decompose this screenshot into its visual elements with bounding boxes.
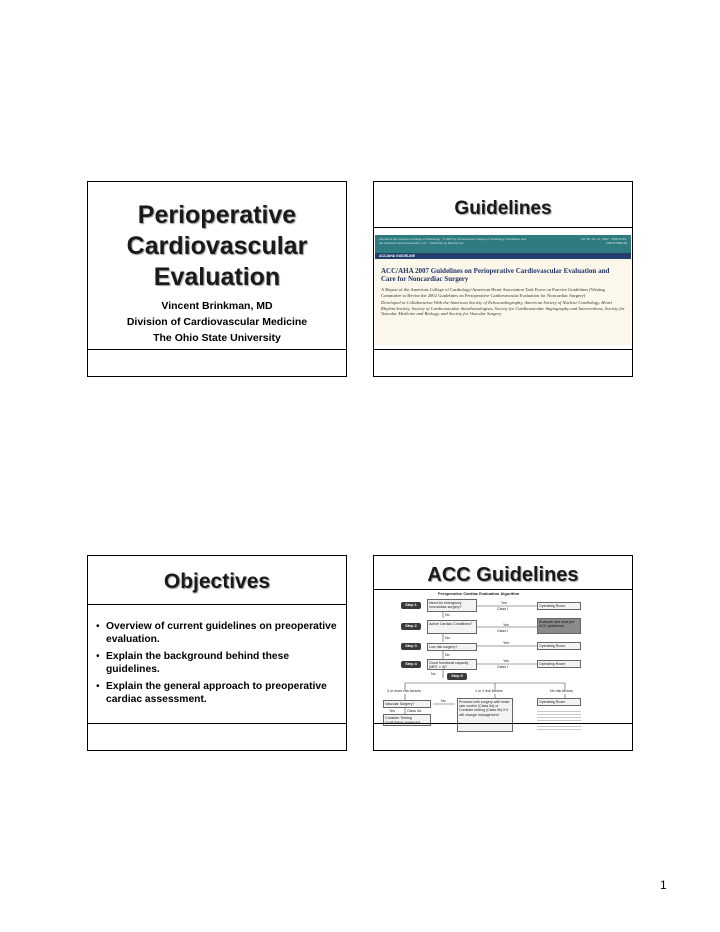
step-5: Step 5 (447, 673, 467, 680)
title-line: Cardiovascular (126, 232, 308, 260)
paper-collaboration: Developed in Collaboration With the American Society of Echocardiography, American Society of Nuclear Cardiology, Heart Rhythm Society, Society of Cardiovascular Anesthesiologists, Society for Cardiovascular Angiography and Interventions, Society for Vascular Medicine and Biology, and Society for Vascular Surgery (381, 300, 625, 317)
guideline-paper-image (375, 235, 631, 345)
paper-title: ACC/AHA 2007 Guidelines on Perioperative Cardiovascular Evaluation and Care for Noncardiac Surgery (381, 267, 610, 283)
active-conditions-question: Active Cardiac Conditions? (427, 620, 477, 634)
guideline-label: ACC/AHA GUIDELINE (375, 253, 631, 259)
slide-divider (374, 227, 632, 228)
paper-subtitle: A Report of the American College of Cardiology/American Heart Association Task Force on Practice Guidelines (Writing Committee to Revise the 2002 Guidelines on Perioperative Cardiovascular Evaluation for Noncardiac Surgery) (381, 287, 605, 298)
presentation-title (88, 200, 346, 293)
journal-header-band (375, 235, 631, 253)
author-division: Division of Cardiovascular Medicine (126, 316, 308, 328)
author-block (88, 298, 346, 346)
list-item (96, 620, 338, 646)
slide-title: ACC Guidelines (427, 564, 579, 586)
no-label: No (445, 653, 450, 657)
slide-4-acc-guidelines (373, 555, 633, 751)
operating-room-box: Operating Room (537, 602, 581, 610)
slide-divider (88, 604, 346, 605)
author-university: The Ohio State University (153, 332, 281, 344)
slide-title: Objectives (163, 570, 271, 593)
slide-divider (374, 349, 632, 350)
slide-title: Guidelines (454, 198, 552, 219)
step-1: Step 1 (401, 602, 421, 609)
no-label: No (431, 672, 436, 676)
vascular-surgery-question: Vascular Surgery? (383, 700, 431, 708)
no-label: No (445, 613, 450, 617)
class-label: Class I (497, 665, 508, 669)
evaluate-treat-box: Evaluate and treat per ACC guidelines (537, 618, 581, 634)
bullet-icon: • (96, 621, 100, 632)
low-risk-question: Low risk surgery? (427, 643, 477, 651)
yes-label: Yes (501, 601, 507, 605)
consider-testing-label: Consider Testing (385, 716, 412, 720)
consider-testing-box (383, 714, 431, 726)
slide-divider (88, 349, 346, 350)
bullet-icon: • (96, 681, 100, 692)
evaluation-algorithm-diagram (375, 590, 631, 748)
footnote-text-block (537, 709, 581, 731)
title-line: Evaluation (153, 263, 281, 291)
step-4: Step 4 (401, 661, 421, 668)
title-line: Perioperative (137, 201, 297, 229)
page-number: 1 (660, 878, 667, 892)
functional-capacity-question: Good functional capacity (MET > 4)? (427, 659, 477, 670)
step-3: Step 3 (401, 643, 421, 650)
paper-body (381, 287, 625, 317)
bullet-text: Explain the background behind these guidelines. (106, 651, 290, 675)
risk-3-label: 3 or more risk factors (387, 689, 421, 693)
bullet-icon: • (96, 651, 100, 662)
slide-3-objectives (87, 555, 347, 751)
yes-label: Yes (503, 659, 509, 663)
risk-12-label: 1 or 2 risk factors (475, 689, 503, 693)
list-item (96, 680, 338, 706)
no-label: No (441, 699, 446, 703)
operating-room-box: Operating Room (537, 642, 581, 650)
operating-room-box: Operating Room (537, 698, 581, 706)
journal-volume: Vol. 50, No. 17, 2007 · ISSN 0735-1097/07/$32.00 (580, 237, 627, 245)
risk-0-label: No risk factors (550, 689, 573, 693)
yes-label: Yes (503, 641, 509, 645)
class-label: Class I (497, 629, 508, 633)
no-label: No (445, 636, 450, 640)
slide-divider (374, 723, 632, 724)
objectives-list (96, 620, 338, 710)
yes-label: Yes (503, 623, 509, 627)
proceed-box: Proceed with surgery with heart rate control (Class IIa) or Consider testing (Class IIb) if it will change management (457, 698, 513, 732)
class-label: Class IIa (407, 709, 421, 713)
class-label: Class I (497, 607, 508, 611)
author-name: Vincent Brinkman, MD (161, 300, 273, 312)
slide-divider (88, 723, 346, 724)
bullet-text: Explain the general approach to preoperative cardiac assessment. (106, 681, 327, 705)
step-2: Step 2 (401, 623, 421, 630)
slide-2-guidelines (373, 181, 633, 377)
yes-label: Yes (389, 709, 395, 713)
consider-testing-note: if it will change management (385, 720, 421, 725)
journal-info: Journal of the American College of Cardiology · © 2007 by the American College of Cardiology Foundation and the American Heart Association, Inc. · Published by Elsevier Inc. (379, 237, 526, 245)
emergency-question: Need for emergency noncardiac surgery? (427, 599, 477, 612)
algorithm-heading: Preoperative Cardiac Evaluation Algorithm (438, 591, 520, 596)
operating-room-box: Operating Room (537, 660, 581, 668)
bullet-text: Overview of current guidelines on preoperative evaluation. (106, 621, 337, 645)
slide-1-title (87, 181, 347, 377)
list-item (96, 650, 338, 676)
